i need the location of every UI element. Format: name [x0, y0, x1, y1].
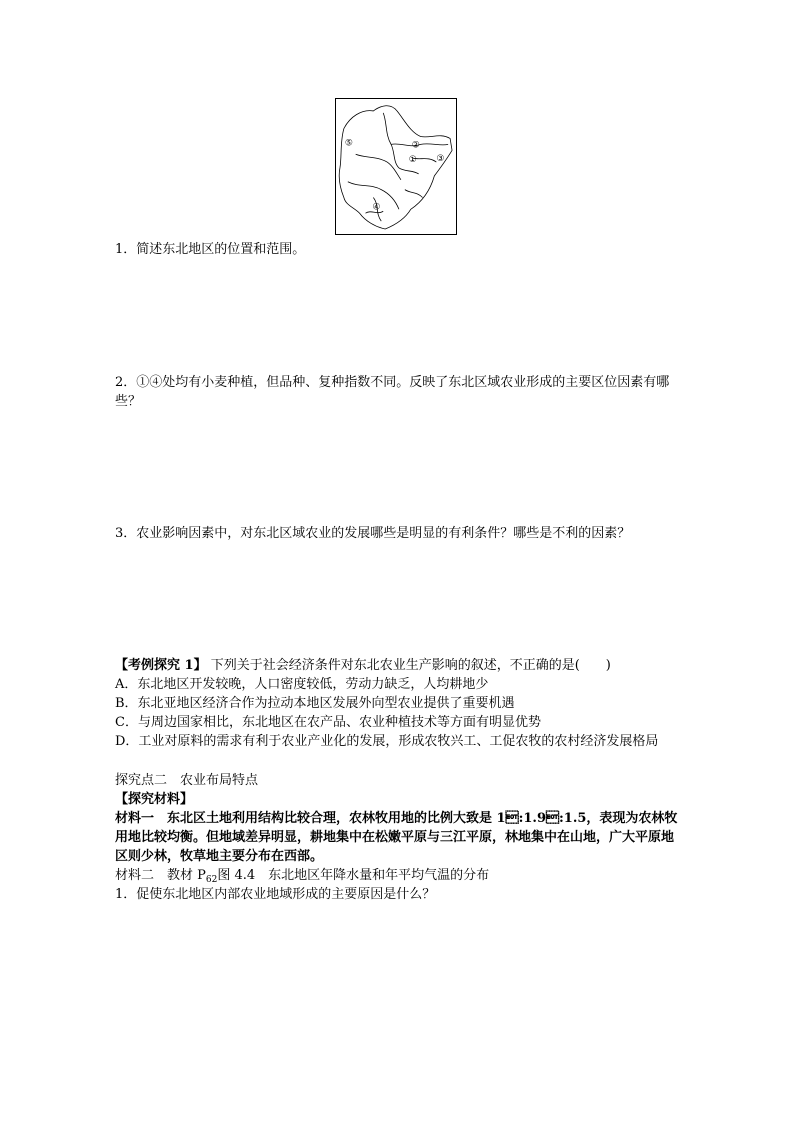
material-2-page-sub: 62 [205, 875, 218, 885]
option-a: A．东北地区开发较晚，人口密度较低，劳动力缺乏，人均耕地少 [115, 677, 489, 692]
northeast-map-figure [335, 98, 457, 235]
material-heading: 【探究材料】 [115, 792, 194, 807]
section-2-title: 探究点二 农业布局特点 [115, 773, 259, 788]
material-2-prefix: 材料二 教材 P [115, 868, 206, 883]
map-label-5: ⑤ [344, 138, 353, 149]
material-2-rest: 图 4.4 东北地区年降水量和年平均气温的分布 [217, 868, 490, 883]
northeast-map-outline [336, 99, 456, 234]
example-stem [115, 656, 611, 675]
map-label-3: ③ [436, 154, 445, 165]
map-label-4: ④ [372, 202, 381, 213]
material-1: 材料一 东北区土地利用结构比较合理，农林牧用地的比例大致是 1:1.9:1.5，表现为农林牧用地比较均衡。但地域差异明显，耕地集中在松嫩平原与三江平原，林地集中在山地，广大平原地区则少林，牧草地主要分布在西部。 [115, 811, 678, 864]
section-2-question-1: 1．促使东北地区内部农业地域形成的主要原因是什么？ [115, 887, 436, 902]
example-tag: 【考例探究 1】 [115, 658, 207, 673]
option-b: B．东北亚地区经济合作为拉动本地区发展外向型农业提供了重要机遇 [115, 696, 515, 711]
question-3: 3．农业影响因素中，对东北区域农业的发展哪些是明显的有利条件？哪些是不利的因素？ [115, 526, 631, 541]
question-2: 2．①④处均有小麦种植，但品种、复种指数不同。反映了东北区域农业形成的主要区位因素有哪些？ [115, 375, 670, 409]
map-label-1: ① [408, 155, 417, 166]
map-label-2: ② [411, 140, 420, 151]
example-stem-text: 下列关于社会经济条件对东北农业生产影响的叙述，不正确的是( ) [210, 658, 611, 673]
option-c: C．与周边国家相比，东北地区在农产品、农业种植技术等方面有明显优势 [115, 715, 541, 730]
option-d: D．工业对原料的需求有利于农业产业化的发展，形成农牧兴工、工促农牧的农村经济发展格局 [115, 734, 659, 749]
question-1: 1．简述东北地区的位置和范围。 [115, 242, 306, 257]
